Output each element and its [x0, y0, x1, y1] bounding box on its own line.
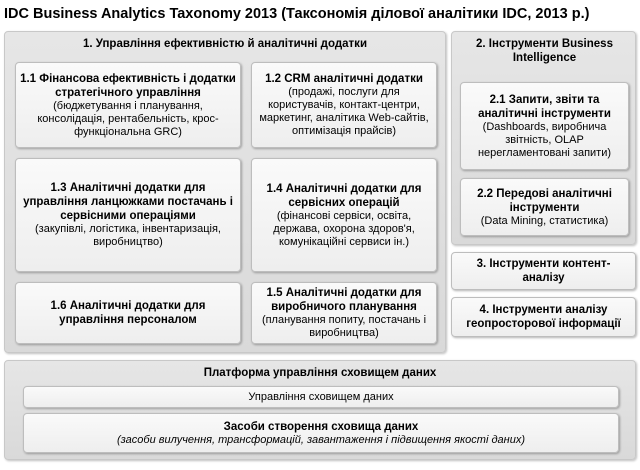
- box-1-3-heading: 1.3 Аналітичні додатки для управління ланцюжками постачань і сервісними операціями: [23, 182, 233, 222]
- group-bi-title: 2. Інструменти Business Intelligence: [476, 38, 613, 64]
- group-performance-management-title: 1. Управління ефективністю й аналітичні додатки: [82, 38, 368, 50]
- box-1-1-desc: (бюджетування і планування, консолідація, рентабельність, крос-функціональна GRC): [37, 99, 219, 138]
- platform-title: Платформа управління сховищем даних: [203, 367, 437, 379]
- box-2-2-advanced-analytics: [460, 178, 629, 236]
- box-1-4-desc: (фінансові сервіси, освіта, держава, охорона здоров'я, комунікаційні сервиси ін.): [273, 209, 415, 248]
- box-1-6-hr: [15, 282, 241, 344]
- box-2-1-desc: (Dashboards, виробнича звітність, OLAP нерегламентовані запити): [477, 120, 612, 159]
- box-1-6-heading: 1.6 Аналітичні додатки для управління персоналом: [50, 300, 206, 326]
- box-4-geospatial: [451, 297, 636, 337]
- box-dw-creation: [23, 413, 619, 453]
- box-1-3-desc: (закупівлі, логістика, інвентаризація, виробництво): [35, 223, 221, 248]
- box-2-1-heading: 2.1 Запити, звіти та аналітичні інструменти: [478, 93, 611, 120]
- box-1-5-desc: (планування попиту, постачань і виробництва): [261, 314, 427, 339]
- box-1-4-service-operations: [251, 158, 437, 272]
- box-1-2-crm: [251, 62, 437, 148]
- group-performance-management: [4, 31, 446, 353]
- box-1-2-heading: 1.2 CRM аналітичні додатки: [265, 73, 423, 85]
- box-1-4-heading: 1.4 Аналітичні додатки для сервісних операцій: [266, 182, 422, 209]
- box-2-1-query-reporting: [460, 82, 629, 170]
- box-3-heading: 3. Інструменти контент-аналізу: [476, 258, 611, 284]
- box-1-1-heading: 1.1 Фінансова ефективність і додатки стратегічного управління: [20, 72, 236, 99]
- box-3-content-analysis: [451, 252, 636, 290]
- group-business-intelligence: [451, 31, 636, 245]
- diagram-title: IDC Business Analytics Taxonomy 2013 (Таксономія ділової аналітики IDC, 2013 р.): [4, 6, 590, 22]
- box-dw-management: [23, 386, 619, 408]
- dw-creation-heading: Засоби створення сховища даних: [223, 420, 419, 433]
- dw-management-label: Управління сховищем даних: [248, 390, 394, 403]
- box-4-heading: 4. Інструменти аналізу геопросторової інформації: [466, 304, 621, 330]
- box-1-5-heading: 1.5 Аналітичні додатки для виробничого планування: [266, 287, 422, 313]
- dw-creation-desc: (засоби вилучення, трансформацій, завантаження і підвищення якості даних): [117, 433, 525, 446]
- box-1-5-production-planning: [251, 282, 437, 344]
- box-1-2-desc: (продажі, послуги для користувачів, контакт-центри, маркетинг, аналітика Web-сайтів, оптимізація прайсів): [259, 86, 429, 137]
- box-1-3-supply-chain: [15, 158, 241, 272]
- box-2-2-heading: 2.2 Передові аналітичні інструменти: [477, 187, 612, 214]
- box-2-2-desc: (Data Mining, статистика): [480, 214, 609, 227]
- group-dw-platform: [4, 360, 636, 460]
- box-1-1-financial: [15, 62, 241, 148]
